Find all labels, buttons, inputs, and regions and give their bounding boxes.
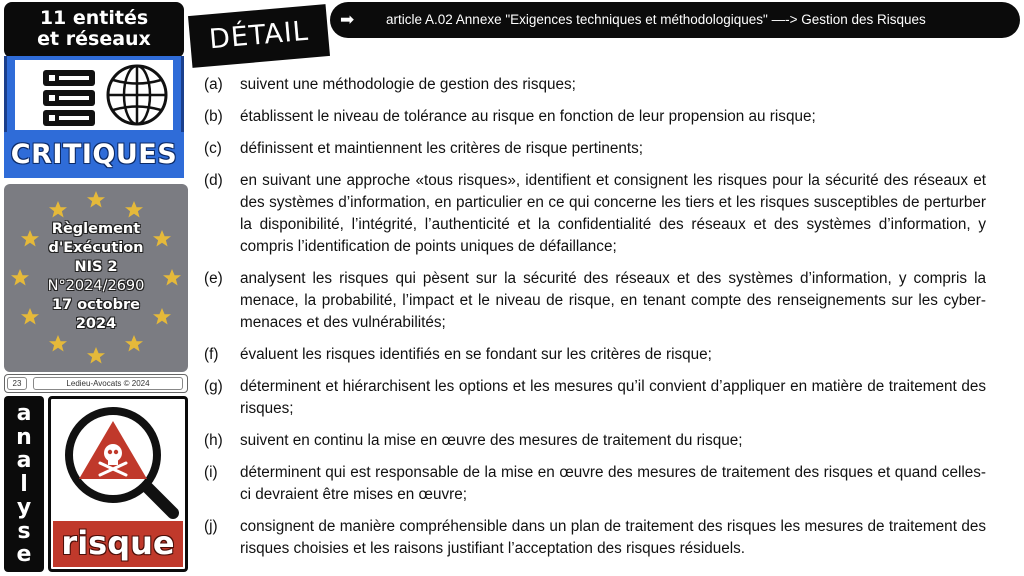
list-item (200, 430, 986, 452)
list-item (200, 268, 986, 334)
page-number: 23 (7, 377, 27, 390)
item-label: (g) (204, 378, 223, 395)
item-label: (b) (204, 108, 223, 125)
analyse-letter: e (16, 542, 32, 567)
eu-regulation-panel (4, 184, 188, 372)
copyright: Ledieu-Avocats © 2024 (33, 377, 183, 390)
item-text: déterminent et hiérarchisent les options et les mesures qu’il convient d’appliquer en matière de traitement des risques; (240, 378, 986, 417)
critiques-label: CRITIQUES (4, 132, 184, 178)
item-label: (c) (204, 140, 222, 157)
entities-badge (4, 2, 184, 58)
item-label: (f) (204, 346, 219, 363)
analyse-letter: l (20, 471, 28, 497)
eu-line4: N°2024/2690 (47, 278, 145, 294)
list-item (200, 170, 986, 258)
analyse-letter: a (16, 401, 32, 426)
eu-regulation-text (4, 220, 188, 334)
item-label: (d) (204, 172, 223, 189)
detail-tag: DÉTAIL (188, 4, 330, 68)
list-item (200, 516, 986, 560)
eu-line3: NIS 2 (74, 259, 118, 275)
list-item (200, 462, 986, 506)
network-icon-panel (4, 56, 184, 132)
item-text: évaluent les risques identifiés en se fondant sur les critères de risque; (240, 346, 712, 363)
eu-line5: 17 octobre (51, 297, 141, 313)
item-text: définissent et maintiennent les critères de risque pertinents; (240, 140, 644, 157)
eu-line2: d'Exécution (48, 240, 144, 256)
item-text: analysent les risques qui pèsent sur la sécurité des réseaux et des systèmes d’information, y compris la menace, la probabilité, l’impact et le niveau de risque, en tenant compte des renseignements sur les cyber-menaces et des vulnérabilités; (240, 270, 986, 331)
requirements-list (200, 74, 986, 570)
item-text: établissent le niveau de tolérance au risque en fonction de leur propension au risque; (240, 108, 816, 125)
item-label: (e) (204, 270, 223, 287)
list-item (200, 138, 986, 160)
item-text: suivent une méthodologie de gestion des risques; (240, 76, 576, 93)
header-title: article A.02 Annexe "Exigences techniques et méthodologiques" —-> Gestion des Risques (386, 12, 926, 27)
risque-label: risque (53, 521, 183, 567)
sidebar (0, 0, 192, 576)
list-item (200, 74, 986, 96)
item-label: (a) (204, 76, 223, 93)
analyse-letter: a (16, 448, 32, 473)
analyse-letter: s (17, 518, 31, 544)
eu-line6: 2024 (75, 316, 117, 332)
analyse-vertical-label (4, 396, 44, 572)
list-item (200, 106, 986, 128)
item-label: (i) (204, 464, 218, 481)
header-bar (330, 2, 1020, 38)
item-label: (j) (204, 518, 218, 535)
item-label: (h) (204, 432, 223, 449)
server-icon (43, 68, 95, 128)
entities-badge-line2: et réseaux (37, 28, 151, 50)
right-arrow-icon: ➡ (340, 10, 355, 29)
analyse-letter: n (16, 424, 32, 450)
list-item (200, 376, 986, 420)
item-text: consignent de manière compréhensible dans un plan de traitement des risques les mesures de traitement des risques choisies et les raisons justifiant l’acceptation des risques résiduels. (240, 518, 986, 557)
entities-badge-line1: 11 entités (39, 7, 149, 29)
globe-icon (105, 63, 169, 127)
eu-line1: Règlement (51, 221, 141, 237)
item-text: suivent en continu la mise en œuvre des mesures de traitement du risque; (240, 432, 743, 449)
analyse-letter: y (16, 495, 32, 520)
list-item (200, 344, 986, 366)
magnifier-skull-warning-icon (55, 401, 183, 521)
item-text: déterminent qui est responsable de la mise en œuvre des mesures de traitement des risques et quand celles-ci devraient être mises en œuvre; (240, 464, 986, 503)
item-text: en suivant une approche «tous risques», identifient et consignent les risques pour la sécurité des réseaux et des systèmes d’information, en particulier en ce qui concerne les tiers et les risques susceptibles de perturber la disponibilité, l’intégrité, l’authenticité et la confidentialité des réseaux et des systèmes d’information, y compris l’identification de points uniques de défaillance; (240, 172, 986, 255)
risk-panel (48, 396, 188, 572)
slide-footer (4, 374, 188, 393)
